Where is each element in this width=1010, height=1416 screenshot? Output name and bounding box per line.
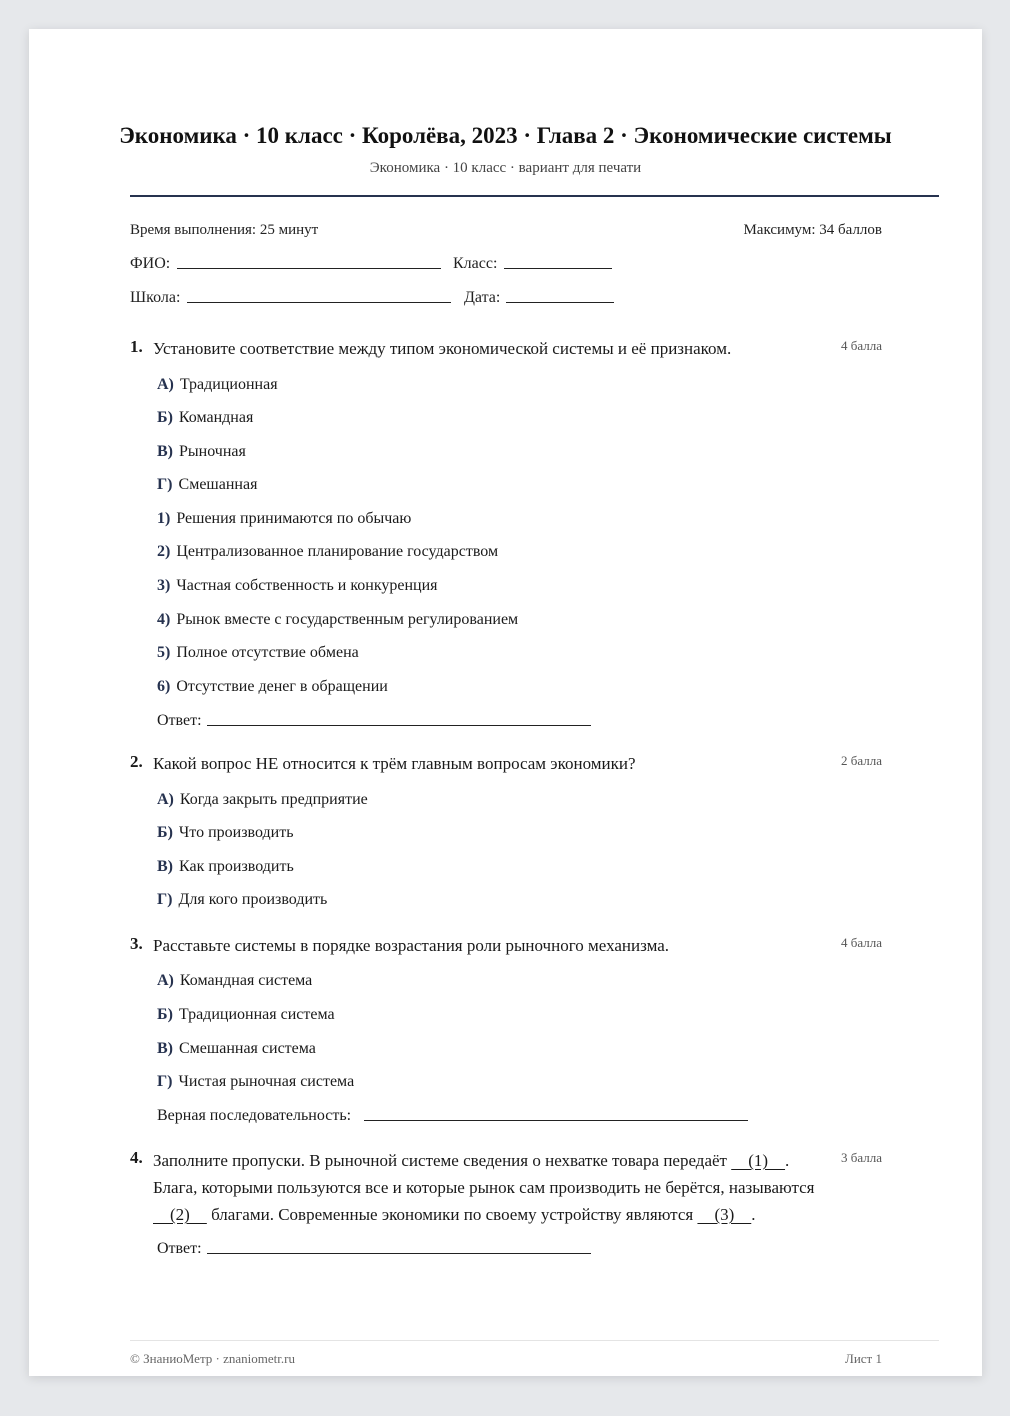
question-2-option-v[interactable]: В) Как производить [157,858,294,875]
question-1-option-b: Б) Командная [157,409,254,426]
fio-line[interactable] [177,268,441,269]
question-3-option-v: В) Смешанная система [157,1040,316,1057]
question-1-answer-label: Ответ: [157,712,202,729]
school-line[interactable] [187,302,451,303]
header-divider [130,195,939,197]
question-4-answer-label: Ответ: [157,1240,202,1257]
question-1-option-g: Г) Смешанная [157,476,258,493]
question-1-option-v: В) Рыночная [157,443,246,460]
question-1-option-4: 4) Рынок вместе с государственным регулированием [157,611,519,628]
question-2-text: Какой вопрос НЕ относится к трём главным вопросам экономики? [153,754,636,773]
question-1-option-5: 5) Полное отсутствие обмена [157,644,359,661]
question-3-answer-label: Верная последовательность: [157,1107,352,1124]
question-2-option-g[interactable]: Г) Для кого производить [157,891,328,908]
question-2-points: 2 балла [841,753,882,768]
question-4-line-2: Блага, которыми пользуются все и которые рынок сам производить не берётся, называются [153,1178,815,1197]
question-2-number: 2. [130,752,143,771]
question-1-option-2: 2) Централизованное планирование государством [157,543,499,560]
question-1-points: 4 балла [841,338,882,353]
gap-3[interactable]: (3) [697,1205,752,1224]
question-1-option-1: 1) Решения принимаются по обычаю [157,510,412,527]
question-4-answer-line[interactable] [207,1253,591,1254]
date-line[interactable] [506,302,614,303]
question-3-number: 3. [130,934,143,953]
question-2-option-b[interactable]: Б) Что производить [157,824,294,841]
gap-2[interactable]: (2) [153,1205,207,1224]
footer-divider [130,1340,939,1341]
question-4-line-3: (2) благами. Современные экономики по своему устройству являются (3) . [153,1205,756,1224]
question-3-points: 4 балла [841,935,882,950]
page-title: Экономика · 10 класс · Королёва, 2023 · Глава 2 · Экономические системы [119,123,892,148]
question-4-points: 3 балла [841,1150,882,1165]
footer-copyright: © ЗнаниоМетр · znaniometr.ru [130,1351,295,1366]
gap-1[interactable]: (1) [731,1151,786,1170]
time-limit: Время выполнения: 25 минут [130,222,319,238]
date-label: Дата: [464,289,501,306]
question-1-number: 1. [130,337,143,356]
question-4-number: 4. [130,1148,143,1167]
question-3-option-g: Г) Чистая рыночная система [157,1073,355,1090]
page-number: Лист 1 [845,1351,882,1366]
fio-label: ФИО: [130,255,171,272]
question-2-option-a[interactable]: А) Когда закрыть предприятие [157,791,368,808]
class-line[interactable] [504,268,612,269]
school-label: Школа: [130,289,181,306]
worksheet-page [29,29,982,1376]
max-score: Максимум: 34 баллов [743,222,882,238]
question-1-option-a: А) Традиционная [157,376,278,393]
page-subtitle: Экономика · 10 класс · вариант для печати [369,160,642,176]
question-1-answer-line[interactable] [207,725,591,726]
question-1-option-6: 6) Отсутствие денег в обращении [157,678,388,695]
question-1-text: Установите соответствие между типом экономической системы и её признаком. [153,339,732,358]
question-3-option-a: А) Командная система [157,972,313,989]
class-label: Класс: [453,255,498,272]
question-3-option-b: Б) Традиционная система [157,1006,335,1023]
question-4-line-1: Заполните пропуски. В рыночной системе сведения о нехватке товара передаёт (1) . [153,1151,790,1170]
question-1-option-3: 3) Частная собственность и конкуренция [157,577,438,594]
question-3-answer-line[interactable] [364,1120,748,1121]
question-3-text: Расставьте системы в порядке возрастания роли рыночного механизма. [153,936,670,955]
